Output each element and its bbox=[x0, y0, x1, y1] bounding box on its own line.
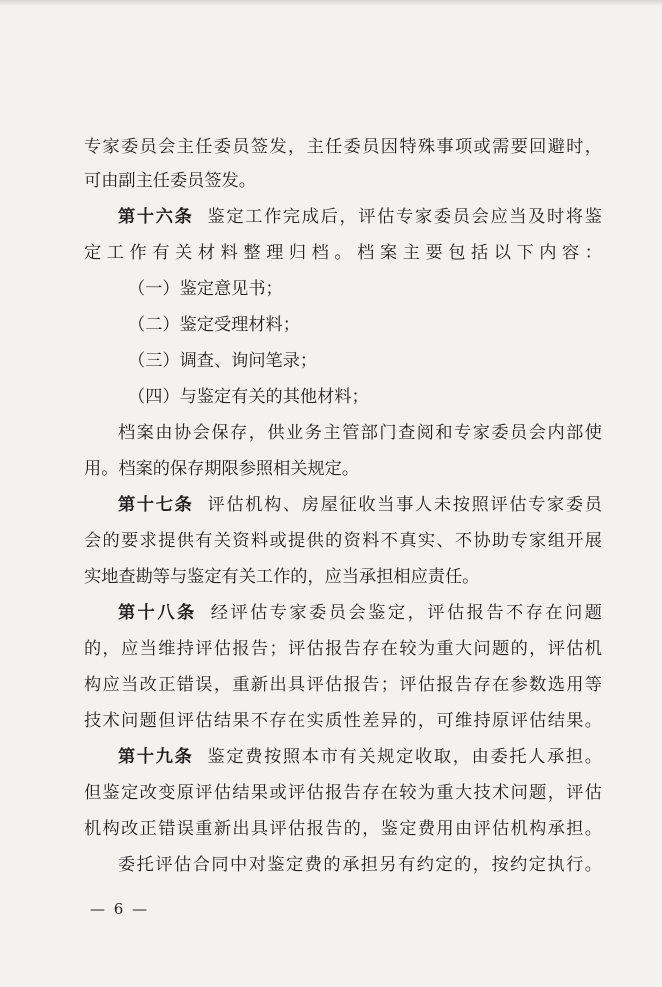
article-16-text: 鉴定工作完成后，评估专家委员会应当及时将鉴 bbox=[207, 207, 602, 227]
paragraph-line: 用。档案的保存期限参照相关规定。 bbox=[84, 459, 360, 479]
list-item: （一）鉴定意见书； bbox=[128, 279, 283, 299]
list-item: （四）与鉴定有关的其他材料； bbox=[128, 387, 369, 407]
paragraph-line: 定工作有关材料整理归档。档案主要包括以下内容： bbox=[84, 243, 602, 263]
page-number: — 6 — bbox=[90, 900, 150, 918]
paragraph-line: 会的要求提供有关资料或提供的资料不真实、不协助专家组开展 bbox=[84, 531, 602, 551]
article-16-heading: 第十六条 bbox=[118, 207, 194, 227]
article-18-line-1 bbox=[118, 598, 602, 628]
paragraph-line: 技术问题但评估结果不存在实质性差异的，可维持原评估结果。 bbox=[84, 711, 602, 731]
paragraph-line: 委托评估合同中对鉴定费的承担另有约定的，按约定执行。 bbox=[118, 855, 602, 875]
paragraph-line: 可由副主任委员签发。 bbox=[84, 171, 256, 191]
article-17-text: 评估机构、房屋征收当事人未按照评估专家委员 bbox=[207, 495, 602, 515]
scan-edge-shadow bbox=[0, 0, 662, 6]
paragraph-line: 实地查勘等与鉴定有关工作的，应当承担相应责任。 bbox=[84, 567, 480, 587]
article-19-heading: 第十九条 bbox=[118, 747, 194, 767]
paragraph-line: 构应当改正错误，重新出具评估报告；评估报告存在参数选用等 bbox=[84, 675, 602, 695]
article-19-line-1 bbox=[118, 742, 602, 772]
paragraph-line: 机构改正错误重新出具评估报告的，鉴定费用由评估机构承担。 bbox=[84, 819, 602, 839]
article-17-line-1 bbox=[118, 490, 602, 520]
article-18-text: 经评估专家委员会鉴定，评估报告不存在问题 bbox=[210, 603, 602, 623]
article-16-line-1 bbox=[118, 202, 602, 232]
paragraph-line: 专家委员会主任委员签发，主任委员因特殊事项或需要回避时， bbox=[84, 137, 602, 157]
article-18-heading: 第十八条 bbox=[118, 603, 197, 623]
list-item: （三）调查、询问笔录； bbox=[128, 351, 318, 371]
paragraph-line: 的，应当维持评估报告；评估报告存在较为重大问题的，评估机 bbox=[84, 639, 602, 659]
list-item: （二）鉴定受理材料； bbox=[128, 315, 300, 335]
paragraph-line: 档案由协会保存，供业务主管部门查阅和专家委员会内部使 bbox=[118, 423, 602, 443]
article-17-heading: 第十七条 bbox=[118, 495, 194, 515]
paragraph-line: 但鉴定改变原评估结果或评估报告存在较为重大技术问题，评估 bbox=[84, 783, 602, 803]
article-19-text: 鉴定费按照本市有关规定收取，由委托人承担。 bbox=[207, 747, 602, 767]
